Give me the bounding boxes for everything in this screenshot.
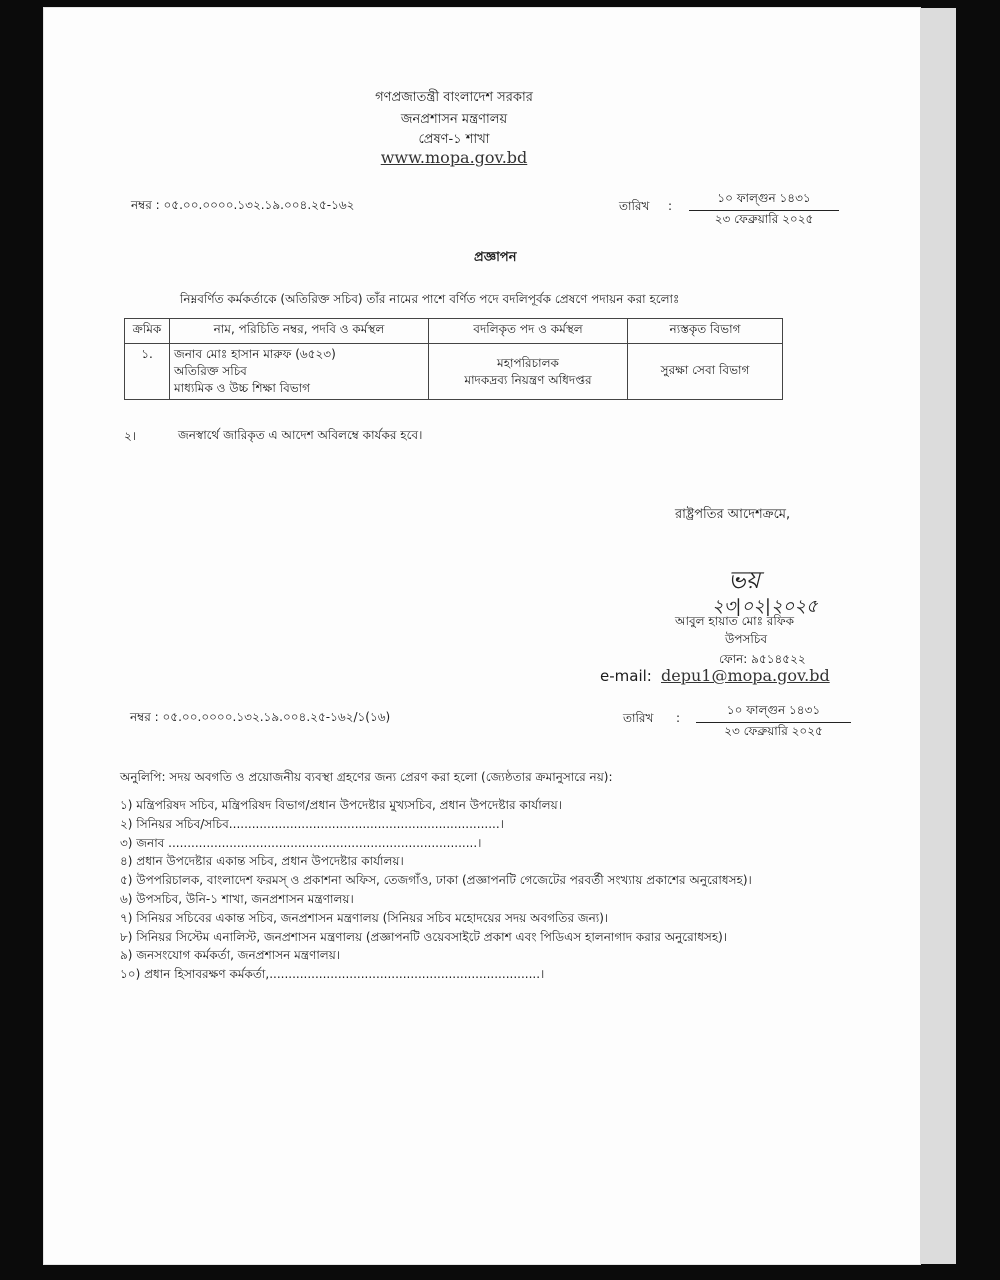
date-colon: : xyxy=(668,199,673,213)
govt-name: গণপ্রজাতন্ত্রী বাংলাদেশ সরকার xyxy=(375,90,533,105)
list-item: ২) সিনিয়র সচিব/সচিব.......................................................................। xyxy=(120,816,504,831)
email-label: e-mail: xyxy=(600,667,652,685)
order-by: রাষ্ট্রপতির আদেশক্রমে, xyxy=(675,507,791,522)
signatory-name: আবুল হায়াত মোঃ রফিক xyxy=(675,614,795,628)
para2-number: ২। xyxy=(124,429,137,443)
email-link[interactable]: depu1@mopa.gov.bd xyxy=(661,666,830,685)
branch-name: প্রেষণ-১ শাখা xyxy=(418,132,490,147)
col-division: ন্যস্তকৃত বিভাগ xyxy=(628,319,783,344)
list-item: ৫) উপপরিচালক, বাংলাদেশ ফরমস্‌ ও প্রকাশনা অফিস, তেজগাঁও, ঢাকা (প্রজ্ঞাপনটি গেজেটের পরবর্তী সংখ্যায় প্রকাশের অনুরোধসহ)। xyxy=(120,873,752,888)
table-row xyxy=(125,344,783,400)
cell-officer xyxy=(170,344,429,400)
date-label-2: তারিখ xyxy=(623,711,654,725)
memo-number-2: নম্বর : ০৫.০০.০০০০.১৩২.১৯.০০৪.২৫-১৬২/১(১৬) xyxy=(130,710,391,724)
list-item: ৬) উপসচিব, উনি-১ শাখা, জনপ্রশাসন মন্ত্রণালয়। xyxy=(120,891,354,906)
date-bangla: ১০ ফাল্গুন ১৪৩১ xyxy=(689,190,839,211)
signature-date: ২৩|০২|২০২৫ xyxy=(712,596,818,617)
cell-new-post xyxy=(429,344,628,400)
date-bangla-2: ১০ ফাল্গুন ১৪৩১ xyxy=(696,702,851,723)
posting-table xyxy=(124,318,783,400)
officer-workplace: মাধ্যমিক ও উচ্চ শিক্ষা বিভাগ xyxy=(174,381,311,395)
table-header-row xyxy=(125,319,783,344)
signatory-designation: উপসচিব xyxy=(725,632,768,646)
intro-text: নিম্নবর্ণিত কর্মকর্তাকে (অতিরিক্ত সচিব) তাঁর নামের পাশে বর্ণিত পদে বদলিপূর্বক প্রেষণে পদায়ন করা হলোঃ xyxy=(180,292,680,306)
list-item: ৯) জনসংযোগ কর্মকর্তা, জনপ্রশাসন মন্ত্রণালয়। xyxy=(120,948,341,963)
cell-division: সুরক্ষা সেবা বিভাগ xyxy=(628,344,783,400)
list-item: ১) মন্ত্রিপরিষদ সচিব, মন্ত্রিপরিষদ বিভাগ/প্রধান উপদেষ্টার মুখ্যসচিব, প্রধান উপদেষ্টার কার্যালয়। xyxy=(120,798,562,812)
new-office: মাদকদ্রব্য নিয়ন্ত্রণ অধিদপ্তর xyxy=(464,372,592,387)
notification-title: প্রজ্ঞাপন xyxy=(474,250,517,265)
col-new-post: বদলিকৃত পদ ও কর্মস্থল xyxy=(429,319,628,344)
new-post: মহাপরিচালক xyxy=(497,355,559,370)
list-item: ৮) সিনিয়র সিস্টেম এনালিস্ট, জনপ্রশাসন মন্ত্রণালয় (প্রজ্ঞাপনটি ওয়েবসাইটে প্রকাশ এবং পিডিএস হালনাগাদ করার অনুরোধসহ)। xyxy=(120,929,728,944)
list-item: ১০) প্রধান হিসাবরক্ষণ কর্মকর্তা,.......................................................................। xyxy=(120,967,545,982)
cell-serial: ১. xyxy=(125,344,170,400)
officer-designation: অতিরিক্ত সচিব xyxy=(174,364,247,378)
date-colon-2: : xyxy=(676,711,681,725)
officer-name: জনাব মোঃ হাসান মারুফ (৬৫২৩) xyxy=(174,347,336,361)
cc-list xyxy=(120,796,752,984)
signature-mark: ভয় xyxy=(728,566,761,594)
col-name: নাম, পরিচিতি নম্বর, পদবি ও কর্মস্থল xyxy=(170,319,429,344)
col-serial: ক্রমিক xyxy=(125,319,170,344)
list-item: ৪) প্রধান উপদেষ্টার একান্ত সচিব, প্রধান উপদেষ্টার কার্যালয়। xyxy=(120,854,404,869)
cc-intro: অনুলিপি: সদয় অবগতি ও প্রয়োজনীয় ব্যবস্থা গ্রহণের জন্য প্রেরণ করা হলো (জ্যেষ্ঠতার ক্রমানুসারে নয়): xyxy=(120,770,613,784)
ministry-name: জনপ্রশাসন মন্ত্রণালয় xyxy=(400,112,508,127)
date-english: ২৩ ফেব্রুয়ারি ২০২৫ xyxy=(714,212,814,226)
para2-text: জনস্বার্থে জারিকৃত এ আদেশ অবিলম্বে কার্যকর হবে। xyxy=(178,428,423,442)
page-edge xyxy=(920,8,956,1264)
memo-number: নম্বর : ০৫.০০.০০০০.১৩২.১৯.০০৪.২৫-১৬২ xyxy=(131,198,355,212)
list-item: ৭) সিনিয়র সচিবের একান্ত সচিব, জনপ্রশাসন মন্ত্রণালয় (সিনিয়র সচিব মহোদয়ের সদয় অবগতির জন্য)। xyxy=(120,910,609,925)
website-link[interactable]: www.mopa.gov.bd xyxy=(380,148,528,167)
date-label: তারিখ xyxy=(619,199,650,213)
date-english-2: ২৩ ফেব্রুয়ারি ২০২৫ xyxy=(724,724,823,738)
list-item: ৩) জনাব .................................................................................। xyxy=(120,835,482,850)
signatory-phone: ফোন: ৯৫১৪৫২২ xyxy=(719,652,806,666)
